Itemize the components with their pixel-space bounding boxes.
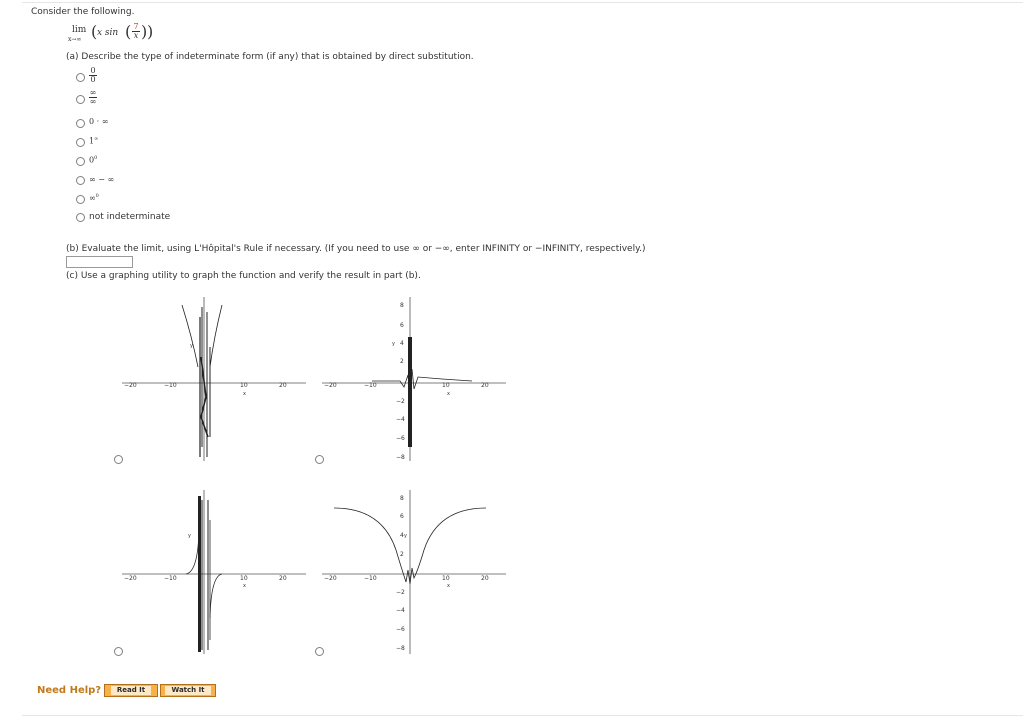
graph-d-radio[interactable] [315,647,324,656]
graph-c-svg [122,490,306,654]
graph-d-ytick-4: 4 [400,532,404,539]
graph-b-xtick-10: 10 [442,382,450,389]
fraction-numerator: 7 [133,22,139,31]
option-label-not-indeterminate: not indeterminate [89,212,171,222]
part-a-prompt: (a) Describe the type of indeterminate form (if any) that is obtained by direct substitution. [66,52,474,62]
graph-a-xtick-10: 10 [240,382,248,389]
read-it-button[interactable]: Read It [104,684,158,697]
need-help-label: Need Help? [37,685,102,696]
option-label-1-pow-inf: 1∞ [89,136,99,146]
graph-b-ylabel: y [392,341,395,347]
option-label-0-times-inf: 0 · ∞ [89,117,109,126]
graph-d-ytick-neg6: −6 [396,626,405,633]
right-paren: ) [147,22,154,41]
part-c-prompt: (c) Use a graphing utility to graph the function and verify the result in part (b). [66,271,421,281]
graph-d-xtick-10: 10 [442,575,450,582]
part-b-prompt: (b) Evaluate the limit, using L'Hôpital's Rule if necessary. (If you need to use ∞ or −∞, enter INFINITY or −INFINITY, respectively.) [66,244,646,254]
lim-subscript: x→∞ [68,36,82,43]
graph-a-xtick-neg20: −20 [124,382,137,389]
graph-d-ytick-2: 2 [400,551,404,558]
graph-c-radio[interactable] [114,647,123,656]
graph-d-xlabel: x [447,583,450,589]
graph-b [322,297,506,461]
inner-fraction [132,23,140,40]
graph-a-radio[interactable] [114,455,123,464]
graph-d-xtick-20: 20 [481,575,489,582]
inner-left-paren: ( [125,22,132,41]
option-radio-inf-over-inf[interactable] [76,95,85,104]
fraction-denominator: x [133,31,139,40]
graph-d-ytick-neg4: −4 [396,607,405,614]
graph-a-xtick-20: 20 [279,382,287,389]
expr-prefix: x sin [97,28,119,38]
option-label-inf-pow-0: ∞$^0$ [89,193,99,203]
question-intro: Consider the following. [31,7,135,17]
graph-b-ytick-2: 2 [400,358,404,365]
graph-b-ytick-neg6: −6 [396,435,405,442]
watch-it-button[interactable]: Watch It [160,684,216,697]
graph-b-ytick-6: 6 [400,322,404,329]
left-paren: ( [91,22,98,41]
graph-c-xtick-neg10: −10 [164,575,177,582]
inner-right-paren: ) [141,22,148,41]
graph-a-xtick-neg10: −10 [164,382,177,389]
option-label-inf-over-inf: ∞ ∞ [89,88,97,106]
graph-b-ytick-4: 4 [400,340,404,347]
graph-c-xtick-10: 10 [240,575,248,582]
graph-b-radio[interactable] [315,455,324,464]
option-label-0-over-0: 0 0 [90,66,96,84]
option-radio-0-pow-0[interactable] [76,157,85,166]
graph-c-xtick-neg20: −20 [124,575,137,582]
graph-d-ytick-neg8: −8 [396,645,405,652]
graph-d-ytick-8: 8 [400,495,404,502]
graph-c [122,490,306,654]
graph-c-ylabel: y [188,533,191,539]
graph-b-xtick-20: 20 [481,382,489,389]
graph-a [122,297,306,461]
option-radio-inf-minus-inf[interactable] [76,176,85,185]
graph-d-xtick-neg10: −10 [364,575,377,582]
graph-d [322,490,506,654]
graph-b-ytick-8: 8 [400,302,404,309]
graph-d-ytick-6: 6 [400,513,404,520]
graph-b-xlabel: x [447,391,450,397]
graph-b-svg [322,297,506,461]
graph-a-xlabel: x [243,391,246,397]
limit-answer-input[interactable] [66,256,133,268]
option-label-inf-minus-inf: ∞ − ∞ [89,175,115,184]
option-label-0-pow-0: $0^0$ [89,155,98,165]
graph-c-xlabel: x [243,583,246,589]
option-radio-not-indeterminate[interactable] [76,213,85,222]
graph-d-ylabel: y [404,533,407,539]
graph-d-ytick-neg2: −2 [396,589,405,596]
graph-d-xtick-neg20: −20 [324,575,337,582]
option-radio-1-pow-inf[interactable] [76,138,85,147]
lim-word: lim [72,25,87,35]
option-radio-0-over-0[interactable] [76,73,85,82]
graph-c-xtick-20: 20 [279,575,287,582]
graph-b-ytick-neg8: −8 [396,454,405,461]
option-radio-0-times-inf[interactable] [76,119,85,128]
graph-b-ytick-neg2: −2 [396,398,405,405]
graph-a-svg [122,297,306,461]
graph-b-ytick-neg4: −4 [396,416,405,423]
graph-b-xtick-neg20: −20 [324,382,337,389]
graph-a-ylabel: y [190,343,193,349]
graph-d-svg [322,490,506,654]
option-radio-inf-pow-0[interactable] [76,195,85,204]
graph-b-xtick-neg10: −10 [364,382,377,389]
